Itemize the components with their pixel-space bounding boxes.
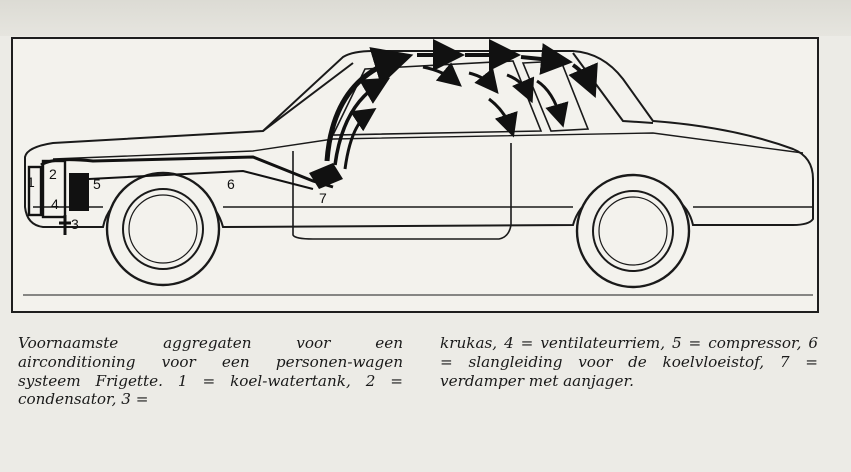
air-down-1: [423, 67, 455, 81]
label-5: 5: [93, 176, 101, 192]
compressor: [69, 173, 89, 211]
front-wheel: [107, 173, 219, 285]
rear-wheel: [577, 175, 689, 287]
car-aircon-diagram: [13, 39, 817, 311]
caption-left: Voornaamste aggregaten voor een airconditioning voor een personen-wagen systeem Frigette. 1 = koel-watertank, 2 = condensator, 3 =: [18, 334, 403, 409]
caption-right: krukas, 4 = ventilateurriem, 5 = compressor, 6 = slangleiding voor de koelvloeistof, 7 = verdamper met aanjager.: [440, 334, 818, 390]
label-1: 1: [27, 174, 35, 190]
air-down-2: [469, 73, 493, 87]
figure-frame: [11, 37, 819, 313]
air-down-4: [537, 81, 561, 119]
label-6: 6: [227, 176, 235, 192]
roof-arrow-4: [573, 65, 591, 87]
rear-window-line: [573, 53, 653, 123]
air-down-5: [489, 99, 511, 129]
roof-arrow-3: [521, 57, 561, 61]
label-3: 3: [71, 216, 79, 232]
previous-page-bleed: [0, 0, 851, 36]
label-4: 4: [51, 196, 59, 212]
label-2: 2: [49, 166, 57, 182]
evaporator-unit: [309, 163, 343, 189]
label-7: 7: [319, 190, 327, 206]
